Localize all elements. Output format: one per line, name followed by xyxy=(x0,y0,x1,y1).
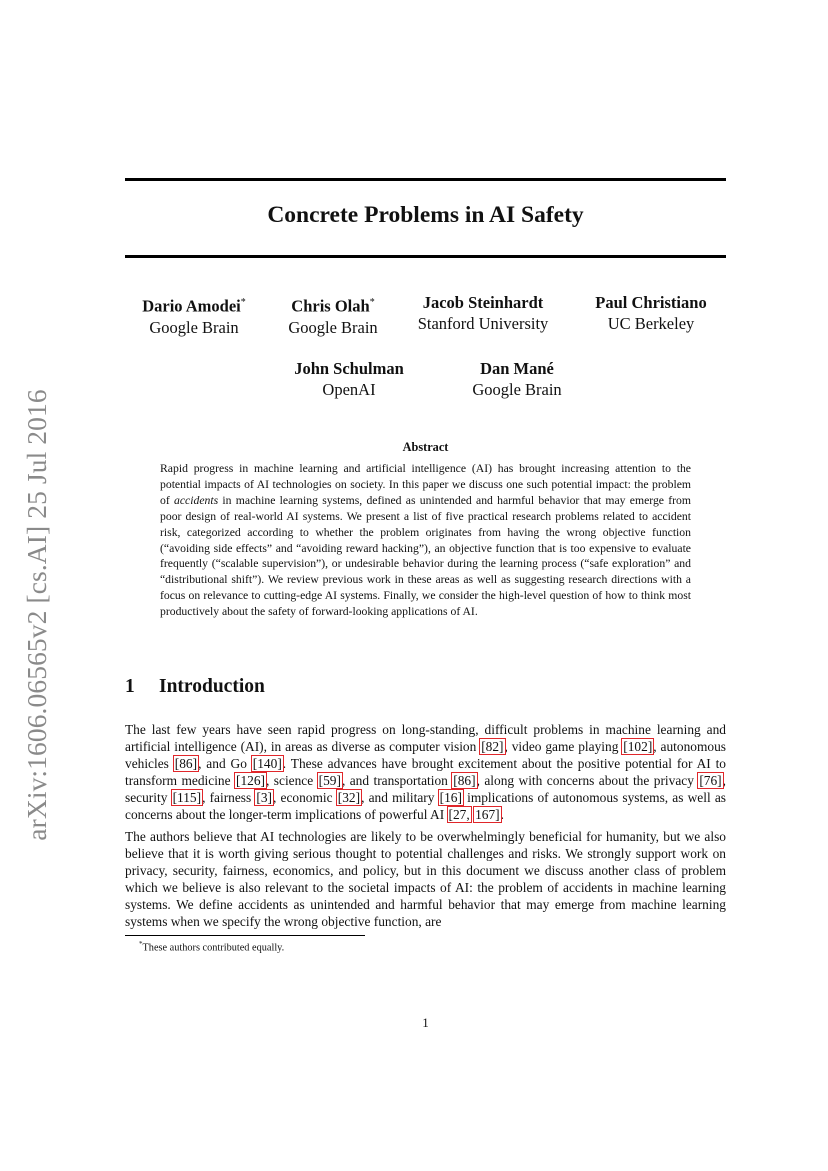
author-block xyxy=(275,292,391,338)
citation-link[interactable]: 167] xyxy=(475,807,500,822)
author-affiliation: Google Brain xyxy=(472,380,562,399)
citation-link[interactable]: [86] xyxy=(453,773,476,788)
author-affiliation: Google Brain xyxy=(149,317,239,337)
equal-contribution-mark: * xyxy=(369,297,375,308)
author-name: Dario Amodei* xyxy=(142,296,246,316)
title-bottom-rule xyxy=(125,255,726,258)
introduction-paragraph-1: The last few years have seen rapid progress on long-standing, difficult problems in machine learning and artificial intelligence (AI), in areas as diverse as computer vision [82], video game playing [102], autonomous vehicles [86], and Go [140]. These advances have brought excitement about the positive potential for AI to transform medicine [126], science [59], and transportation [86], along with concerns about the privacy [76], security [115], fairness [3], economic [32], and military [16] implications of autonomous systems, as well as concerns about the longer-term implications of powerful AI [27, 167]. xyxy=(125,722,726,822)
paper-title: Concrete Problems in AI Safety xyxy=(267,202,584,228)
author-block xyxy=(126,292,262,338)
citation-link[interactable]: [32] xyxy=(337,790,361,805)
author-block xyxy=(462,358,572,400)
author-affiliation: OpenAI xyxy=(322,380,376,399)
author-name: Jacob Steinhardt xyxy=(422,293,544,312)
author-block xyxy=(280,358,418,400)
footnote-rule xyxy=(125,935,365,936)
citation-link[interactable]: [59] xyxy=(318,773,341,788)
author-name: John Schulman xyxy=(294,359,404,378)
citation-link[interactable]: [3] xyxy=(256,790,273,805)
citation-link[interactable]: [102] xyxy=(623,739,653,754)
section-number: 1 xyxy=(125,676,135,697)
citation-link[interactable]: [27, xyxy=(448,807,470,822)
introduction-paragraph-2: The authors believe that AI technologies are likely to be overwhelmingly beneficial for humanity, but we also believe that it is worth giving serious thought to potential challenges and risks. We strongly support work on privacy, security, fairness, economics, and policy, but in this document we discuss another class of problem which we believe is also relevant to the societal impacts of AI: the problem of accidents in machine learning systems. We define accidents as unintended and harmful behavior that may emerge from machine learning systems when we specify the wrong objective function, are xyxy=(125,829,726,929)
author-affiliation: Google Brain xyxy=(288,317,378,337)
author-name: Paul Christiano xyxy=(595,293,707,312)
section-title: Introduction xyxy=(159,676,265,697)
abstract-emphasis: accidents xyxy=(174,493,219,507)
citation-link[interactable]: [126] xyxy=(236,773,266,788)
equal-contribution-mark: * xyxy=(240,297,246,308)
author-affiliation: UC Berkeley xyxy=(607,314,695,333)
citation-link[interactable]: [76] xyxy=(699,773,722,788)
footnote-text: These authors contributed equally. xyxy=(142,942,285,954)
citation-link[interactable]: [140] xyxy=(252,756,282,771)
author-block xyxy=(408,292,558,334)
footnote-mark: * xyxy=(139,940,143,948)
citation-link[interactable]: [82] xyxy=(481,739,504,754)
citation-link[interactable]: [115] xyxy=(172,790,202,805)
arxiv-identifier-stamp: arXiv:1606.06565v2 [cs.AI] 25 Jul 2016 xyxy=(21,389,52,841)
abstract-text: Rapid progress in machine learning and artificial intelligence (AI) has brought increasing attention to the potential impacts of AI technologies on society. In this paper we discuss one such potential impact: the problem of accidents in machine learning systems, defined as unintended and harmful behavior that may emerge from poor design of real-world AI systems. We present a list of five practical research problems related to accident risk, categorized according to whether the problem originates from having the wrong objective function (“avoiding side effects” and “avoiding reward hacking”), an objective function that is too expensive to evaluate frequently (“scalable supervision”), or undesirable behavior during the learning process (“safe exploration” and “distributional shift”). We review previous work in these areas as well as suggesting research directions with a focus on relevance to cutting-edge AI systems. Finally, we consider the high-level question of how to think most productively about the safety of forward-looking applications of AI. xyxy=(160,462,691,619)
author-name: Chris Olah* xyxy=(291,296,375,316)
title-top-rule xyxy=(125,178,726,181)
section-heading-introduction xyxy=(125,676,265,698)
author-block xyxy=(581,292,721,334)
author-name: Dan Mané xyxy=(480,359,554,378)
citation-link[interactable]: [16] xyxy=(439,790,462,805)
footnote xyxy=(139,940,284,953)
citation-link[interactable]: [86] xyxy=(174,756,198,771)
author-affiliation: Stanford University xyxy=(417,314,549,333)
abstract-heading: Abstract xyxy=(402,440,449,454)
page-number: 1 xyxy=(422,1015,429,1030)
